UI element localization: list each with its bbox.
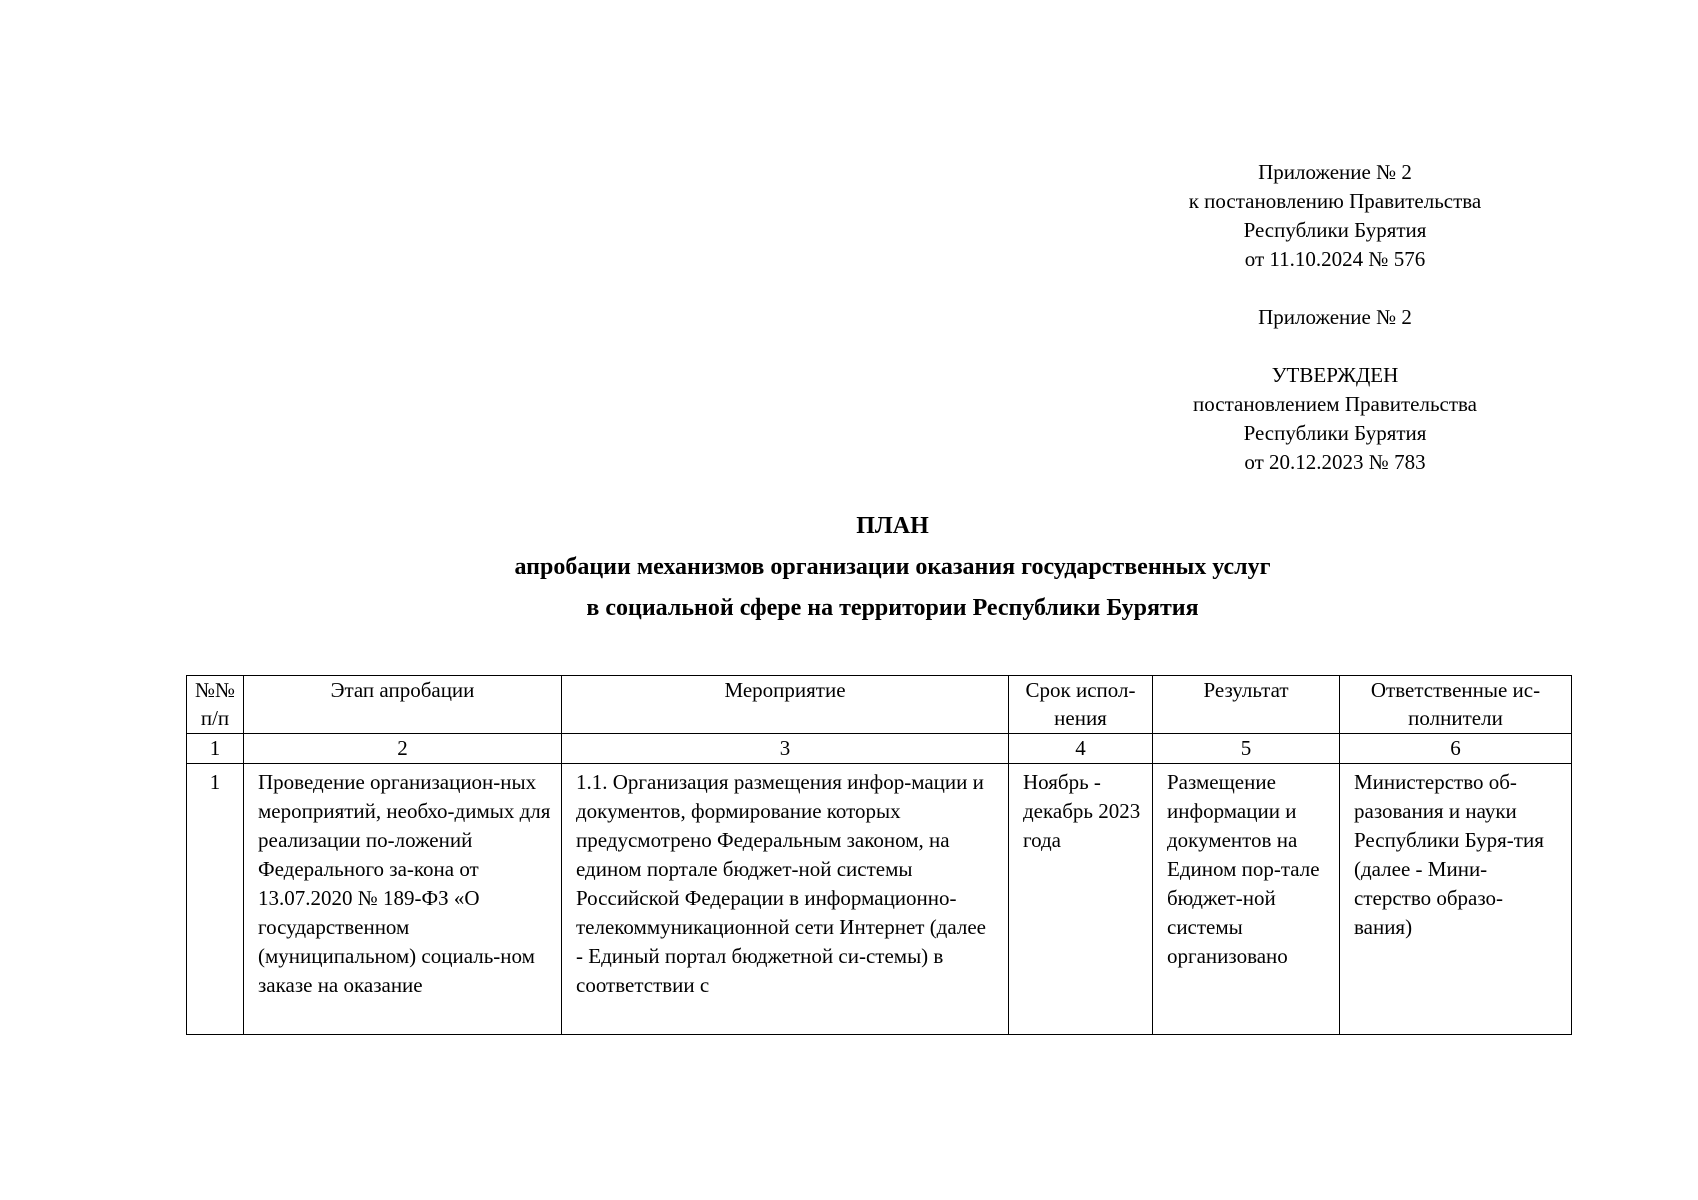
column-number: 1 xyxy=(187,734,244,764)
row-result: Размещение информации и документов на Едином пор-тале бюджет-ной системы организовано xyxy=(1153,764,1340,1035)
header-responsible: Ответственные ис-полнители xyxy=(1340,676,1572,734)
table-row xyxy=(187,764,1572,1035)
column-number: 5 xyxy=(1153,734,1340,764)
header-event: Мероприятие xyxy=(562,676,1009,734)
approved-by-resolution: постановлением Правительства xyxy=(1192,392,1477,416)
title-subtitle-line2: в социальной сфере на территории Республики Бурятия xyxy=(586,595,1199,621)
row-term: Ноябрь - декабрь 2023 года xyxy=(1009,764,1153,1035)
approved-date-number: от 20.12.2023 № 783 xyxy=(1244,450,1426,474)
row-number: 1 xyxy=(187,764,244,1035)
document-title xyxy=(0,506,1698,629)
row-responsible: Министерство об-разования и науки Республики Буря-тия (далее - Мини-стерство образо-вания) xyxy=(1340,764,1572,1035)
column-number: 2 xyxy=(244,734,562,764)
row-stage: Проведение организацион-ных мероприятий, необхо-димых для реализации по-ложений Федерального за-кона от 13.07.2020 № 189-ФЗ «О государственном (муниципальном) социаль-ном заказе на оказание xyxy=(244,764,562,1035)
approved-label: УТВЕРЖДЕН xyxy=(1271,363,1399,387)
column-number-row xyxy=(187,734,1572,764)
row-event: 1.1. Организация размещения инфор-мации и документов, формирование которых предусмотрено Федеральным законом, на едином портале бюджет-ной системы Российской Федерации в информационно-телекоммуникационной сети Интернет (далее - Единый портал бюджетной си-стемы) в соответствии с xyxy=(562,764,1009,1035)
header-stage: Этап апробации xyxy=(244,676,562,734)
column-number: 6 xyxy=(1340,734,1572,764)
title-subtitle-line1: апробации механизмов организации оказания государственных услуг xyxy=(514,554,1271,580)
column-number: 4 xyxy=(1009,734,1153,764)
spacer xyxy=(1140,274,1530,303)
table-header-row xyxy=(187,676,1572,734)
resolution-reference: к постановлению Правительства xyxy=(1188,189,1482,213)
header-result: Результат xyxy=(1153,676,1340,734)
plan-table xyxy=(186,675,1572,1035)
resolution-date-number: от 11.10.2024 № 576 xyxy=(1244,247,1426,271)
column-number: 3 xyxy=(562,734,1009,764)
republic-name: Республики Бурятия xyxy=(1243,218,1427,242)
title-main: ПЛАН xyxy=(856,513,929,539)
appendix-label-original: Приложение № 2 xyxy=(1258,305,1412,329)
appendix-label: Приложение № 2 xyxy=(1258,160,1412,184)
approval-block xyxy=(1140,158,1530,477)
header-num: №№ п/п xyxy=(187,676,244,734)
spacer xyxy=(1140,332,1530,361)
header-term: Срок испол-нения xyxy=(1009,676,1153,734)
approved-republic-name: Республики Бурятия xyxy=(1243,421,1427,445)
